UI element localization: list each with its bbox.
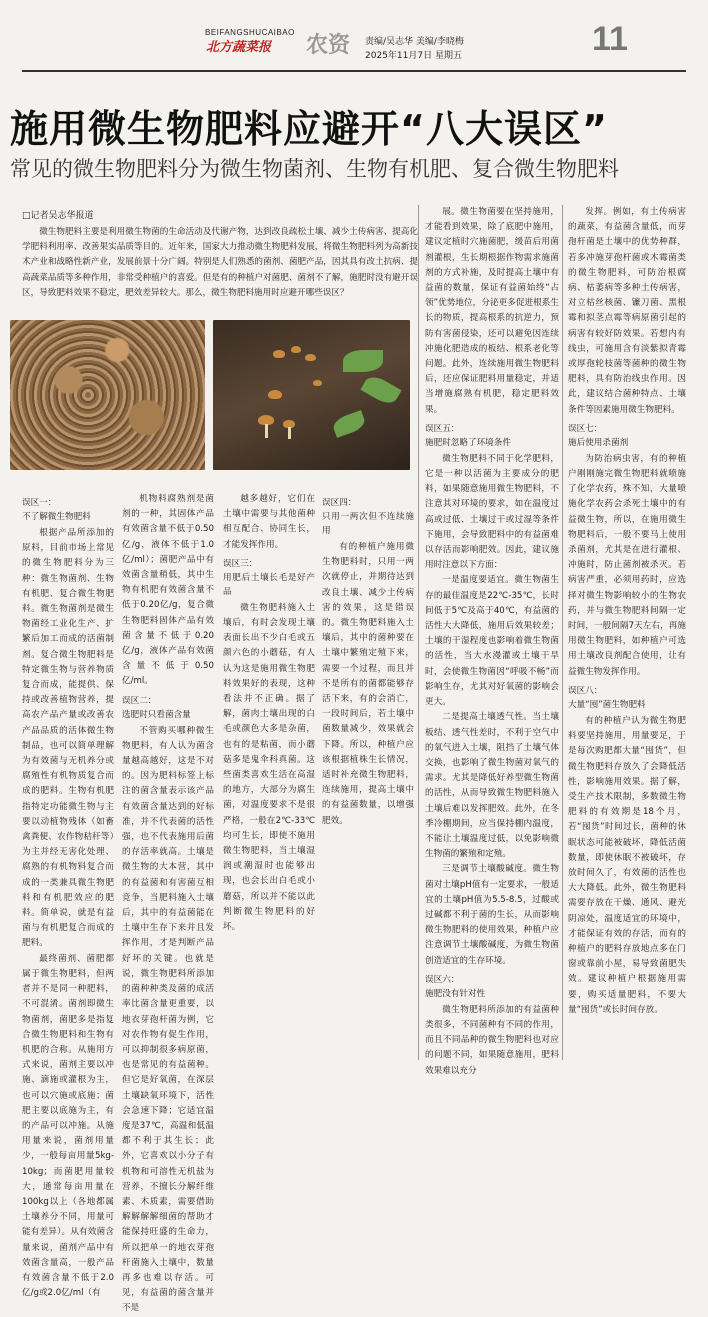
plant-leaf <box>343 350 383 372</box>
paragraph: 微生物肥料施入土壤后，有时会发现土壤表面长出不少白毛或五颜六色的小蘑菇，有人认为这是施用微生物肥料效果好的表现，这种看法并不正确。据了解，菌肉土壤出现的白毛或颜色大多是杂菌，也有的是粘菌，而小蘑菇多是鬼伞科真菌。这些菌类喜欢生活在高湿的地方，大部分为腐生菌，对温度要求不是很严格，一般在2℃-33℃均可生长，即使不施用微生物肥料，当土壤湿润或潮湿时也能够出现，也会长出白毛或小蘑菇，所以并不能以此判断微生物肥料的好坏。 <box>223 602 315 933</box>
page-number: 11 <box>592 20 628 58</box>
date-line: 2025年11月7日 星期五 <box>365 51 462 61</box>
paragraph: 不管购买哪种微生物肥料，有人认为菌含量越高越好，这是不对的。因为肥料标签上标注的菌含量表示该产品有效菌含量达到的好标准，并不代表菌的活性强，也不代表施用后菌的存活率就高。土壤是微生物的大本营，其中的有益菌和有害菌互相竞争，当肥料施入土壤后，其中的有益菌能在土壤中生存下来并且发挥作用，才是判断产品好坏的关键。也就是说，微生物肥料所添加的菌种种类及菌的成活率比菌含量更重要，以地衣芽孢杆菌为例，它对农作物有促生作用，可以抑制很多病原菌，也是常见的有益菌种。但它是好氧菌，在深层土壤缺氧环境下，活性会急速下降；它适宜温度是37℃，高温和低温都不利于其生长；此外，它喜欢以小分子有机物和可溶性无机盐为营养，不擅长分解纤维素、木质素，需要借助解解解解细菌的帮助才能保持旺盛的生命力，所以把单一的地衣芽孢杆菌施入土壤中，数量再多也难以存活。可见，有益菌的菌含量并不是 <box>122 725 214 1314</box>
paragraph: 根据产品所添加的原料，目前市场上常见的微生物肥料分为三种：微生物菌剂、生物有机肥、复合微生物肥料。微生物菌剂是微生物菌经工业化生产、扩繁后加工而成的活菌制剂。复合微生物肥料是特定微生物与营养物质复合而成，能提供、保持或改善植物营养，提高农产品产量或改善农产品品质的活体微生物制品，也可以简单理解为有效菌与无机养分或腐殖性有机物质复合而成的肥料。生物有机肥指特定功能微生物与主要以动植物残体（如畜禽粪便、农作物秸秆等）为主并经无害化处理、腐熟的有机物料复合而成的一类兼具微生物肥料和有机肥效应的肥料。简单说，就是有益菌与有机肥复合而成的肥料。 <box>22 528 114 949</box>
column-2 <box>122 492 214 1317</box>
section-heading: 误区五： 施肥时忽略了环境条件 <box>425 423 511 448</box>
editors-line: 责编/吴志华 美编/李晓梅 <box>365 37 464 47</box>
paragraph: 有的种植户认为微生物肥料要坚持施用，用量要足，于是每次购肥都大量“囤货”，但微生物肥料存放久了会降低活性，影响施用效果。据了解，受生产技术限制，多数微生物肥料的有效期是18个月，若“囤货”时间过长，菌种的休眠状态可能被破坏，降低活菌数量，即使休眠不被破坏，存放时间久了，有效菌的活性也大大降低。此外，微生物肥料需要存放在干燥、通风、避光阴凉处，温度适宜的环境中，才能保证有效的存活，而有的种植户的肥料存放地点多在门窗或靠前小屋，易导致菌肥失效。建议种植户根据施用需要，购买适量肥料，不要大量“囤货”或长时间存放。 <box>568 715 686 1015</box>
paragraph: 最终菌剂、菌肥都属于微生物肥料，但两者并不是同一种肥料，不可混淆。菌剂即微生物菌剂，菌肥多是指复合微生物肥料和生物有机肥的合称。从施用方式来说，菌剂主要以冲施、滴施或灌根为主，也可以穴施或底施；菌肥主要以底施为主，有的产品可以冲施。从施用量来说，菌剂用量少，一般每亩用量5kg-10kg；而菌肥用量较大，通常每亩用量在100kg以上（各地都属土壤养分不同，用量可能有差异）。从有效菌含量来说，菌剂产品中有效菌含量高，一般产品有效菌含量不低于2.0亿/g或2.0亿/ml（有 <box>22 953 114 1299</box>
plant-leaf <box>331 410 367 438</box>
column-5 <box>425 205 559 1079</box>
paragraph: 一是温度要适宜。微生物菌生存的最佳温度是22℃-35℃，长时间低于5℃及高于40℃，有益菌的活性大大降低，施用后效果较差；土壤的干湿程度也影响着微生物菌的活性，当大水漫灌或土壤干旱时，会使微生物菌因“呼吸不畅”而影响生存，尤其对好氧菌的影响会更大。 <box>425 575 559 708</box>
photo-mushrooms-on-soil <box>213 320 410 470</box>
paragraph: 二是提高土壤透气性。当土壤板结、透气性差时，不利于空气中的氧气进入土壤，阻挡了土壤气体交换，也影响了微生物菌对氧气的需求。尤其是降低好养型微生物菌的活性，从而导致微生物肥料施入土壤后难以发挥肥效。此外，在冬季冷棚期间，应当保持棚内温度，不能让土壤温度过低，以免影响微生物菌的繁殖和定殖。 <box>425 712 559 860</box>
paragraph: 微生物肥料不同于化学肥料，它是一种以活菌为主要成分的肥料，如果随意施用微生物肥料，不注意其对环境的要求，如在温度过高或过低、土壤过干或过湿等条件下施用，会导致肥料中的有益菌难以存活而影响肥效。因此，建议施用时注意以下方面： <box>425 453 559 571</box>
paragraph: 为防治病虫害，有的种植户刚刚施完微生物肥料就喷施了化学农药，殊不知，大量喷施化学农药会杀死土壤中的有益微生物，所以，在施用微生物肥料后，一般不要马上使用杀菌剂，尤其是在进行灌根、冲施时，防止菌剂被杀灭。若病害严重，必须用药时，应选择对微生物影响较小的生物农药，并与微生物肥料间隔一定时间，一般间隔7天左右，再施用微生物肥料，如种植户可选用土壤改良剂配合使用，让有益微生物发挥作用。 <box>568 453 686 677</box>
column-rule <box>562 205 563 1060</box>
section-heading: 误区八： 大量“囤”菌生物肥料 <box>568 685 646 710</box>
section-heading: 误区二： 选肥时只看菌含量 <box>122 695 191 720</box>
mushroom-cap <box>313 380 322 386</box>
section-name: 农资 <box>306 32 351 58</box>
paragraph: 越多越好，它们在土壤中需要与其他菌种相互配合、协同生长，才能发挥作用。 <box>223 494 315 550</box>
section-heading: 误区六： 施肥没有针对性 <box>425 974 486 999</box>
byline: □记者吴志华报道 <box>22 211 94 221</box>
paragraph: 有的种植户施用微生物肥料时，只用一两次就停止，并期待达到改良土壤、减少土传病害的效果，这是错误的。微生物肥料施入土壤后，其中的菌种要在土壤中繁殖定殖下来，需要一个过程，而且并不是所有的菌都能够存活下来，有的会消亡，一段时间后，若土壤中菌数量减少，效果就会下降。所以，种植户应该根据植株生长情况，适时补充微生物肥料，连续施用，提高土壤中的有益菌数量，以增强肥效。 <box>322 542 414 826</box>
mushroom-cap <box>268 390 282 399</box>
mushroom-cap <box>305 354 316 361</box>
column-3 <box>223 492 315 935</box>
section-heading: 误区四： 只用一两次但不连续施用 <box>322 498 414 536</box>
paper-name: 北方蔬菜报 <box>206 40 272 55</box>
mushroom-stem <box>288 427 291 439</box>
section-heading: 误区三： 用肥后土壤长毛是好产品 <box>223 558 315 597</box>
plant-leaf <box>360 372 401 407</box>
subheadline: 常见的微生物肥料分为微生物菌剂、生物有机肥、复合微生物肥料 <box>10 157 619 181</box>
lead-paragraph: 微生物肥料主要是利用微生物菌的生命活动及代谢产物，达到改良疏松土壤、减少土传病害、提高化学肥料利用率、改善果实品质等目的。近年来，国家大力推动微生物肥料发展，将微生物肥料列为高新技术产业和战略性新产业，发展前景十分广阔。特别是人们熟悉的菌剂、菌肥产品，因其具有改土抗病、提高蔬菜品质等多种作用，非常受种植户的喜爱。但是有的种植户对菌肥、菌剂不了解，施肥时没有避开误区，导致肥料效果不稳定，肥效差异较大。那么，微生物肥料施用时应避开哪些误区？ <box>22 227 418 298</box>
paragraph: 发挥。例如，有土传病害的蔬菜，有益菌含量低，而芽孢杆菌是土壤中的优势种群，若多冲施芽孢杆菌或木霉菌类的微生物肥料，可防治根腐病、枯萎病等多种土传病害，对立枯丝核菌、镰刀菌、黑根霉和拟茎点霉等病原菌引起的病害有较好防效果。若想内有线虫，可施用含有淡紫拟青霉或厚孢轮枝菌等菌种的微生物肥料，具有防治线虫作用。因此，建议结合菌种特点、土壤条件等因素施用微生物肥料。 <box>568 207 686 415</box>
column-rule <box>418 205 419 1060</box>
mushroom-stem <box>265 424 268 438</box>
mushroom-cap <box>273 350 285 358</box>
paragraph: 展。微生物菌要在坚持施用，才能看到效果，除了底肥中施用，建议定植时穴施菌肥，缓苗后用菌剂灌根，生长期根据作物需求施菌剂的方式补施，及时提高土壤中有益菌的数量，保证有益菌始终“占领”优势地位，分泌更多促进根系生长的物质，提高根系的抗逆力，预防有害菌侵染，还可以避免因连续冲施化肥造成的板结、根系老化等问题。此外，连续施用微生物肥料后，还应保证肥料用量稳定，并适当增施腐熟有机肥，稳定肥料效果。 <box>425 207 559 415</box>
headline: 施用微生物肥料应避开“八大误区” <box>10 107 608 151</box>
paragraph: 机物料腐熟剂是菌剂的一种，其固体产品有效菌含量不低于0.50亿/g，液体不低于1.0亿/ml）；菌肥产品中有效菌含量稍低，其中生物有机肥有效菌含量不低于0.20亿/g，复合微生物肥料固体产品有效菌含量不低于0.20亿/g，液体产品有效菌含量不低于0.50亿/ml。 <box>122 494 214 687</box>
photo-soil-granules <box>10 320 205 470</box>
section-heading: 误区一： 不了解微生物肥料 <box>22 498 91 522</box>
mushroom-cap <box>291 346 301 353</box>
paper-pinyin: BEIFANGSHUCAIBAO <box>205 28 295 37</box>
paragraph: 三是调节土壤酸碱度。微生物菌对土壤pH值有一定要求，一般适宜的土壤pH值为5.5-8.5，过酸或过碱都不利于菌的生长，从而影响微生物肥料的使用效果，种植户应注意调节土壤酸碱度，为微生物菌创造适宜的生存环境。 <box>425 864 559 966</box>
column-1 <box>22 492 114 1301</box>
masthead <box>0 0 708 70</box>
header-rule <box>22 70 686 72</box>
column-4 <box>322 492 414 829</box>
section-heading: 误区七： 施后使用杀菌剂 <box>568 423 629 448</box>
column-6 <box>568 205 686 1018</box>
paragraph: 微生物肥料所添加的有益菌种类很多，不同菌种有不同的作用，而且不同品种的微生物肥料也对应的问题不同，如果随意施用，肥料效果难以充分 <box>425 1004 559 1076</box>
